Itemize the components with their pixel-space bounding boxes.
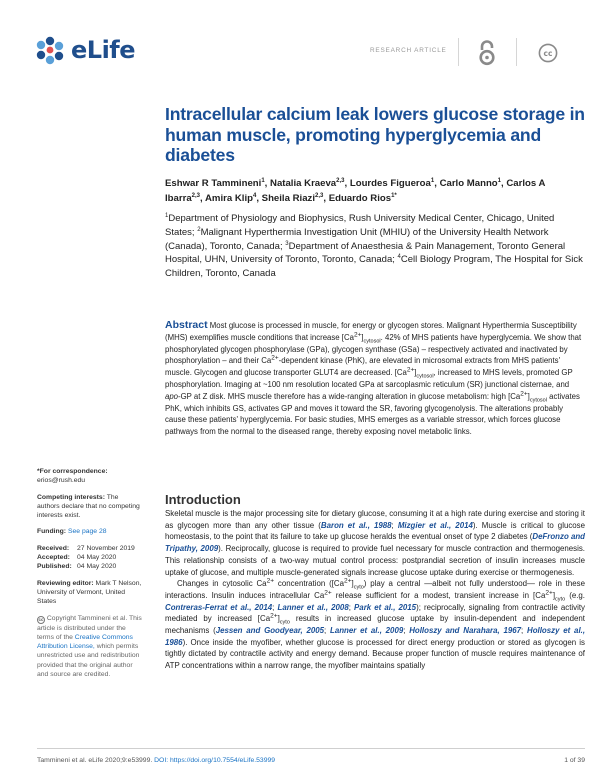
page-number: 1 of 39 [564, 757, 585, 764]
received-date: Received: 27 November 2019 [37, 544, 135, 552]
correspondence-email[interactable]: erios@rush.edu [37, 477, 86, 485]
citation-link[interactable]: Lanner et al., 2009 [330, 626, 404, 636]
published-date: Published: 04 May 2020 [37, 563, 117, 571]
author[interactable]: Lourdes Figueroa$^1$ [349, 177, 435, 189]
logo-text: eLife [71, 36, 136, 64]
funding-link[interactable]: See page 28 [66, 528, 107, 536]
cc-badge-text: cc [543, 49, 553, 58]
author[interactable]: Natalia Kraeva$^{2,3}$ [270, 177, 345, 189]
open-access-icon[interactable] [477, 40, 497, 66]
paragraph: Changes in cytosolic $Ca^{2+}$ concentration $([Ca^{2+}]_{cyto})$ play a central —albeit not fully understood— role in these interactions. Insulin induces intracellular $Ca^{2+}$ release sufficient for a modest, transient increase in $[Ca^{2+}]_{cyto}$ (e.g. Contreras-Ferrat et al., 2014; Lanner et al., 2008; Park et al., 2015); reciprocally, signaling from contractile activity mediated by increased $[Ca^{2+}]_{cyto}$ results in increased glucose uptake by insulin-dependent and independent mechanisms (Jessen and Goodyear, 2005; Lanner et al., 2009; Holloszy and Narahara, 1967; Holloszy et al., 1986). Once inside the myofiber, whether glucose is processed for direct energy production or stored as glycogen is tightly dictated by contractile activity and energy demand. Because proper function of muscle requires maintenance of ATP concentrations within a narrow range, the myofiber maintains spatially [165, 577, 586, 671]
accepted-date: Accepted: 04 May 2020 [37, 554, 117, 562]
article-title: Intracellular calcium leak lowers glucose storage in human muscle, promoting hyperglycemia and diabetes [165, 104, 585, 165]
funding: Funding: See page 28 [37, 528, 107, 536]
paragraph: Skeletal muscle is the major processing site for dietary glucose, consuming it at a high rate during exercise and storing it as glycogen more than any other tissue (Baron et al., 1988; Mizgier et al., 2014). Muscle is critical to glucose homeostasis, to the point that its failure to take up glucose heralds the eventual onset of type 2 diabetes (DeFronzo and Tripathy, 2009). Reciprocally, glucose is required to provide fuel necessary for muscle contraction and thermogenesis. This relationship consists of a two-way mutual control process: postprandial secretion of insulin increases muscle uptake of glucose, and multiple muscle-generated signals increase glucose uptake during exercise or thermogenesis. [165, 509, 585, 577]
citation-link[interactable]: Mizgier et al., 2014 [397, 520, 473, 530]
correspondence: *For correspondence: erios@rush.edu [37, 467, 142, 486]
author-list: Eshwar R Tammineni$^1$, Natalia Kraeva$^{2,3}$, Lourdes Figueroa$^1$, Carlo Manno$^1$, Carlos A Ibarra$^{2,3}$, Amira Klip$^4$, Sheila Riazi$^{2,3}$, Eduardo Rios$^{1*}$ [165, 177, 546, 204]
citation-link[interactable]: DeFronzo and Tripathy, 2009 [165, 532, 585, 554]
reviewing-editor: Reviewing editor: Mark T Nelson, University of Vermont, United States [37, 579, 142, 606]
cc-license-link[interactable]: Creative Commons Attribution License, [37, 633, 133, 651]
footer-citation: Tammineni et al. eLife 2020;9:e53999. DOI: https://doi.org/10.7554/eLife.53999 [37, 757, 276, 764]
elife-logo-mark-icon [34, 34, 66, 66]
author[interactable]: Sheila Riazi$^{2,3}$ [261, 192, 324, 204]
author[interactable]: Carlo Manno$^1$ [439, 177, 502, 189]
author[interactable]: Carlos A Ibarra$^{2,3}$ [165, 178, 546, 204]
footer-divider [37, 748, 585, 749]
competing-interests: Competing interests: The authors declare that no competing interests exist. [37, 493, 140, 520]
author[interactable]: Eshwar R Tammineni$^1$ [165, 177, 265, 189]
elife-logo[interactable] [34, 34, 135, 66]
article-dates [37, 544, 142, 572]
copyright-cc-icon: cc [38, 616, 44, 622]
header-divider [516, 38, 517, 66]
introduction-body [165, 508, 585, 672]
copyright-notice: cc Copyright Tammineni et al. This article is distributed under the terms of the Creative Commons Attribution License, which permits unrestricted use and redistribution provided that the original author and source are credited. [37, 614, 142, 679]
author[interactable]: Amira Klip$^4$ [205, 192, 257, 204]
creative-commons-icon[interactable] [538, 43, 558, 63]
citation-link[interactable]: Lanner et al., 2008 [277, 602, 349, 612]
abstract-label: Abstract [165, 319, 208, 331]
author[interactable]: Eduardo Rios$^{1*}$ [328, 192, 397, 204]
abstract: Abstract Most glucose is processed in muscle, for energy or glycogen stores. Malignant Hyperthermia Susceptibility (MHS) exemplifies muscle conditions that increase $[Ca^{2+}]_{cytosol}$. 42% of MHS patients have hyperglycemia. We show that phosphorylated glycogen phosphorylase (GPa), glycogen synthase (GSa) – respectively activated and inactivated by phosphorylation – and their $Ca^{2+}$-dependent kinase (PhK), are elevated in microsomal extracts from MHS patients' muscle. Glycogen and glucose transporter GLUT4 are decreased. $[Ca^{2+}]_{cytosol}$, increased to MHS levels, promoted GP phosphorylation. Imaging at ~100 nm resolution located GPa at sarcoplasmic reticulum (SR) junctional cisternae, and apo-GP at Z disk. MHS muscle therefore has a wide-ranging alteration in glucose metabolism: high $[Ca^{2+}]_{cytosol}$ activates PhK, which inhibits GS, activates GP and moves it toward the SR, favoring glycogenolysis. The alterations probably cause these patients' hyperglycemia. For basic studies, MHS emerges as a variable stressor, which forces glucose pathways from the normal to the diseased range, thereby exposing novel metabolic links. [165, 319, 582, 437]
citation-link[interactable]: Holloszy and Narahara, 1967 [409, 626, 522, 636]
doi-link[interactable]: DOI: https://doi.org/10.7554/eLife.53999 [154, 757, 276, 764]
citation-link[interactable]: Jessen and Goodyear, 2005 [215, 626, 325, 636]
article-sidebar [37, 467, 142, 686]
citation-link[interactable]: Holloszy et al., 1986 [165, 626, 586, 647]
header-divider [458, 38, 459, 66]
citation-link[interactable]: Contreras-Ferrat et al., 2014 [165, 602, 273, 612]
introduction-heading: Introduction [165, 492, 241, 507]
citation-link[interactable]: Baron et al., 1988 [320, 520, 392, 530]
citation-link[interactable]: Park et al., 2015 [354, 602, 417, 612]
article-type-label: RESEARCH ARTICLE [370, 47, 447, 54]
affiliations: $^1$Department of Physiology and Biophysics, Rush University Medical Center, Chicago, United States; $^2$Malignant Hyperthermia Investigation Unit (MHIU) of the University Health Network (Canada), Toronto, Canada; $^3$Department of Anaesthesia & Pain Management, Toronto General Hospital, UHN, University of Toronto, Toronto, Canada; $^4$Cell Biology Program, The Hospital for Sick Children, Toronto, Canada [165, 212, 583, 280]
